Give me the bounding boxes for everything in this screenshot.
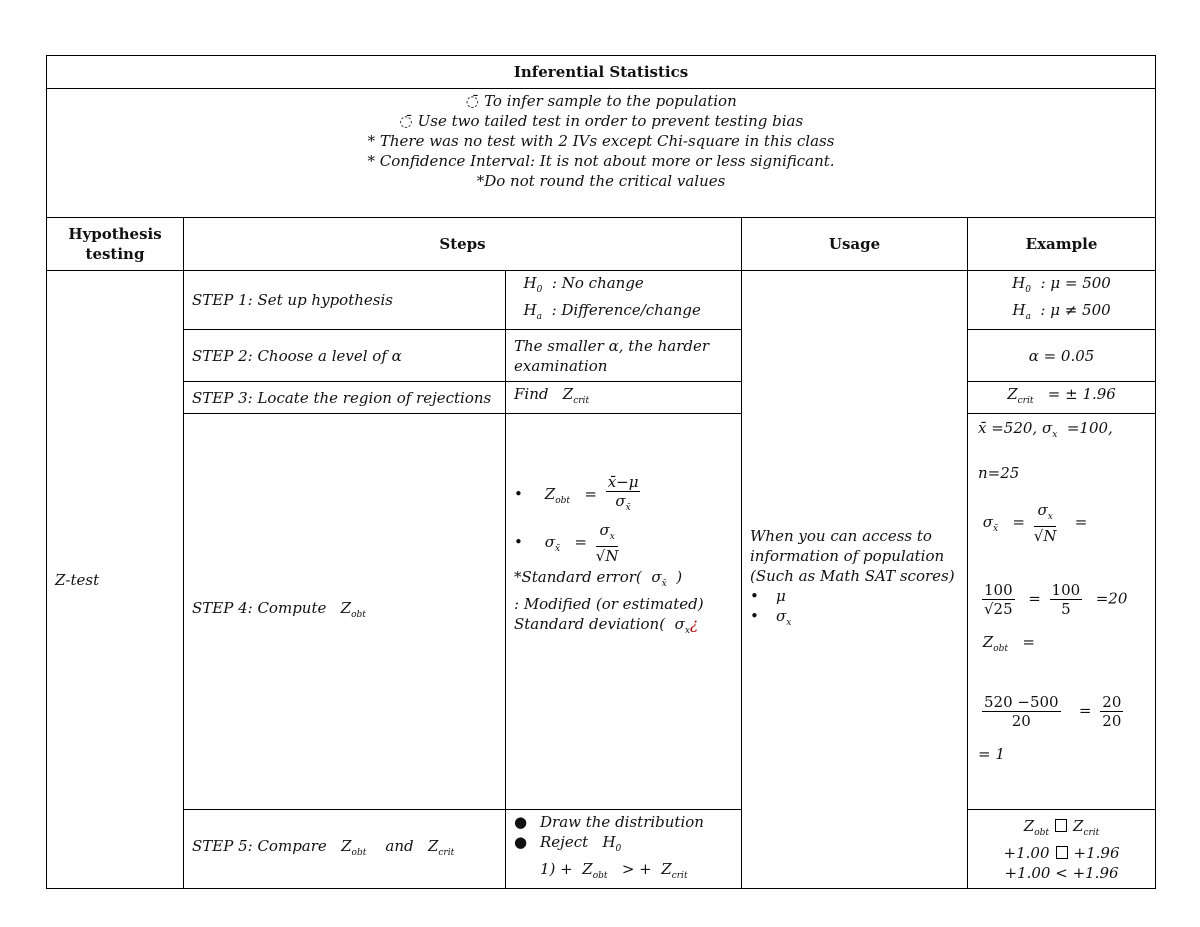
example-hypothesis: $H_0$ : μ = 500 $H_a$ : μ ≠ 500 [968,271,1156,330]
step-3-desc: Find $Z_{crit}$ [506,382,742,414]
header-example: Example [968,218,1156,271]
step-2-label: STEP 2: Choose a level of α [184,330,506,382]
header-usage: Usage [742,218,968,271]
box-symbol-icon [1056,846,1068,859]
table-title: Inferential Statistics [47,56,1156,89]
step-4-desc: • $Z_{obt}$ = $\frac{x̄-\mu}{\sigma_{x̄}}$ • $\sigma_{x̄}$ = $\frac{\sigma_x}{√N}$ *Standard error( $\sigma_{x̄}$ ) : Modified (or estimated) Standard deviation( $\sigma_x¿$ [506,414,742,810]
step-1-label: STEP 1: Set up hypothesis [184,271,506,330]
box-symbol-icon [1055,819,1067,832]
step-3-label: STEP 3: Locate the region of rejections [184,382,506,414]
notes-cell [47,89,1156,218]
formula-zobt: • $Z_{obt}$ = $\frac{x̄-\mu}{\sigma_{x̄}}$ [514,472,639,513]
formula-se: • $\sigma_{x̄}$ = $\frac{\sigma_x}{√N}$ [514,520,619,565]
example-zcrit: $Z_{crit}$ = ± 1.96 [968,382,1156,414]
usage-cell: When you can access to information of population (Such as Math SAT scores) • μ • $\sigma_x$ [742,271,968,889]
note-5: *Do not round the critical values [476,172,726,190]
header-steps: Steps [184,218,742,271]
document [46,55,1155,882]
circle-arrow-icon: ◌̄ [399,112,413,130]
example-compare: $Z_{obt}$ $Z_{crit}$ +1.00 +1.96 +1.00 < +1.96 [968,810,1156,889]
note-3: * There was no test with 2 IVs except Chi-square in this class [367,132,835,150]
step-1-desc: $H_0$ : No change $H_a$ : Difference/change [506,271,742,330]
header-hypothesis: Hypothesis testing [47,218,184,271]
step-5-desc: ● Draw the distribution ● Reject $H_0$ $1) + Z_{obt}$ > + $Z_{crit}$ [506,810,742,889]
example-alpha: α = 0.05 [968,330,1156,382]
note-4: * Confidence Interval: It is not about more or less significant. [367,152,835,170]
test-name: Z-test [47,271,184,889]
step-4-label: STEP 4: Compute $Z_{obt}$ [184,414,506,810]
step-5-label: STEP 5: Compare $Z_{obt}$ and $Z_{crit}$ [184,810,506,889]
note-1: ◌̄ To infer sample to the population [465,92,737,110]
inferential-statistics-table [46,55,1156,889]
step-2-desc: The smaller α, the harder examination [506,330,742,382]
circle-arrow-icon: ◌̄ [465,92,479,110]
example-compute: x̄ =520, $\sigma_x =100$, n=25 $\sigma_{x̄}$ = $\frac{\sigma_x}{√N}$ = $\frac{100}{√25}$ = $\frac{100}{5}$ =20 $Z_{obt}$ = $\frac{520 -500}{20}$ = $\frac{20}{20}$ = 1 [968,414,1156,810]
note-2: ◌̄ Use two tailed test in order to prevent testing bias [399,112,804,130]
